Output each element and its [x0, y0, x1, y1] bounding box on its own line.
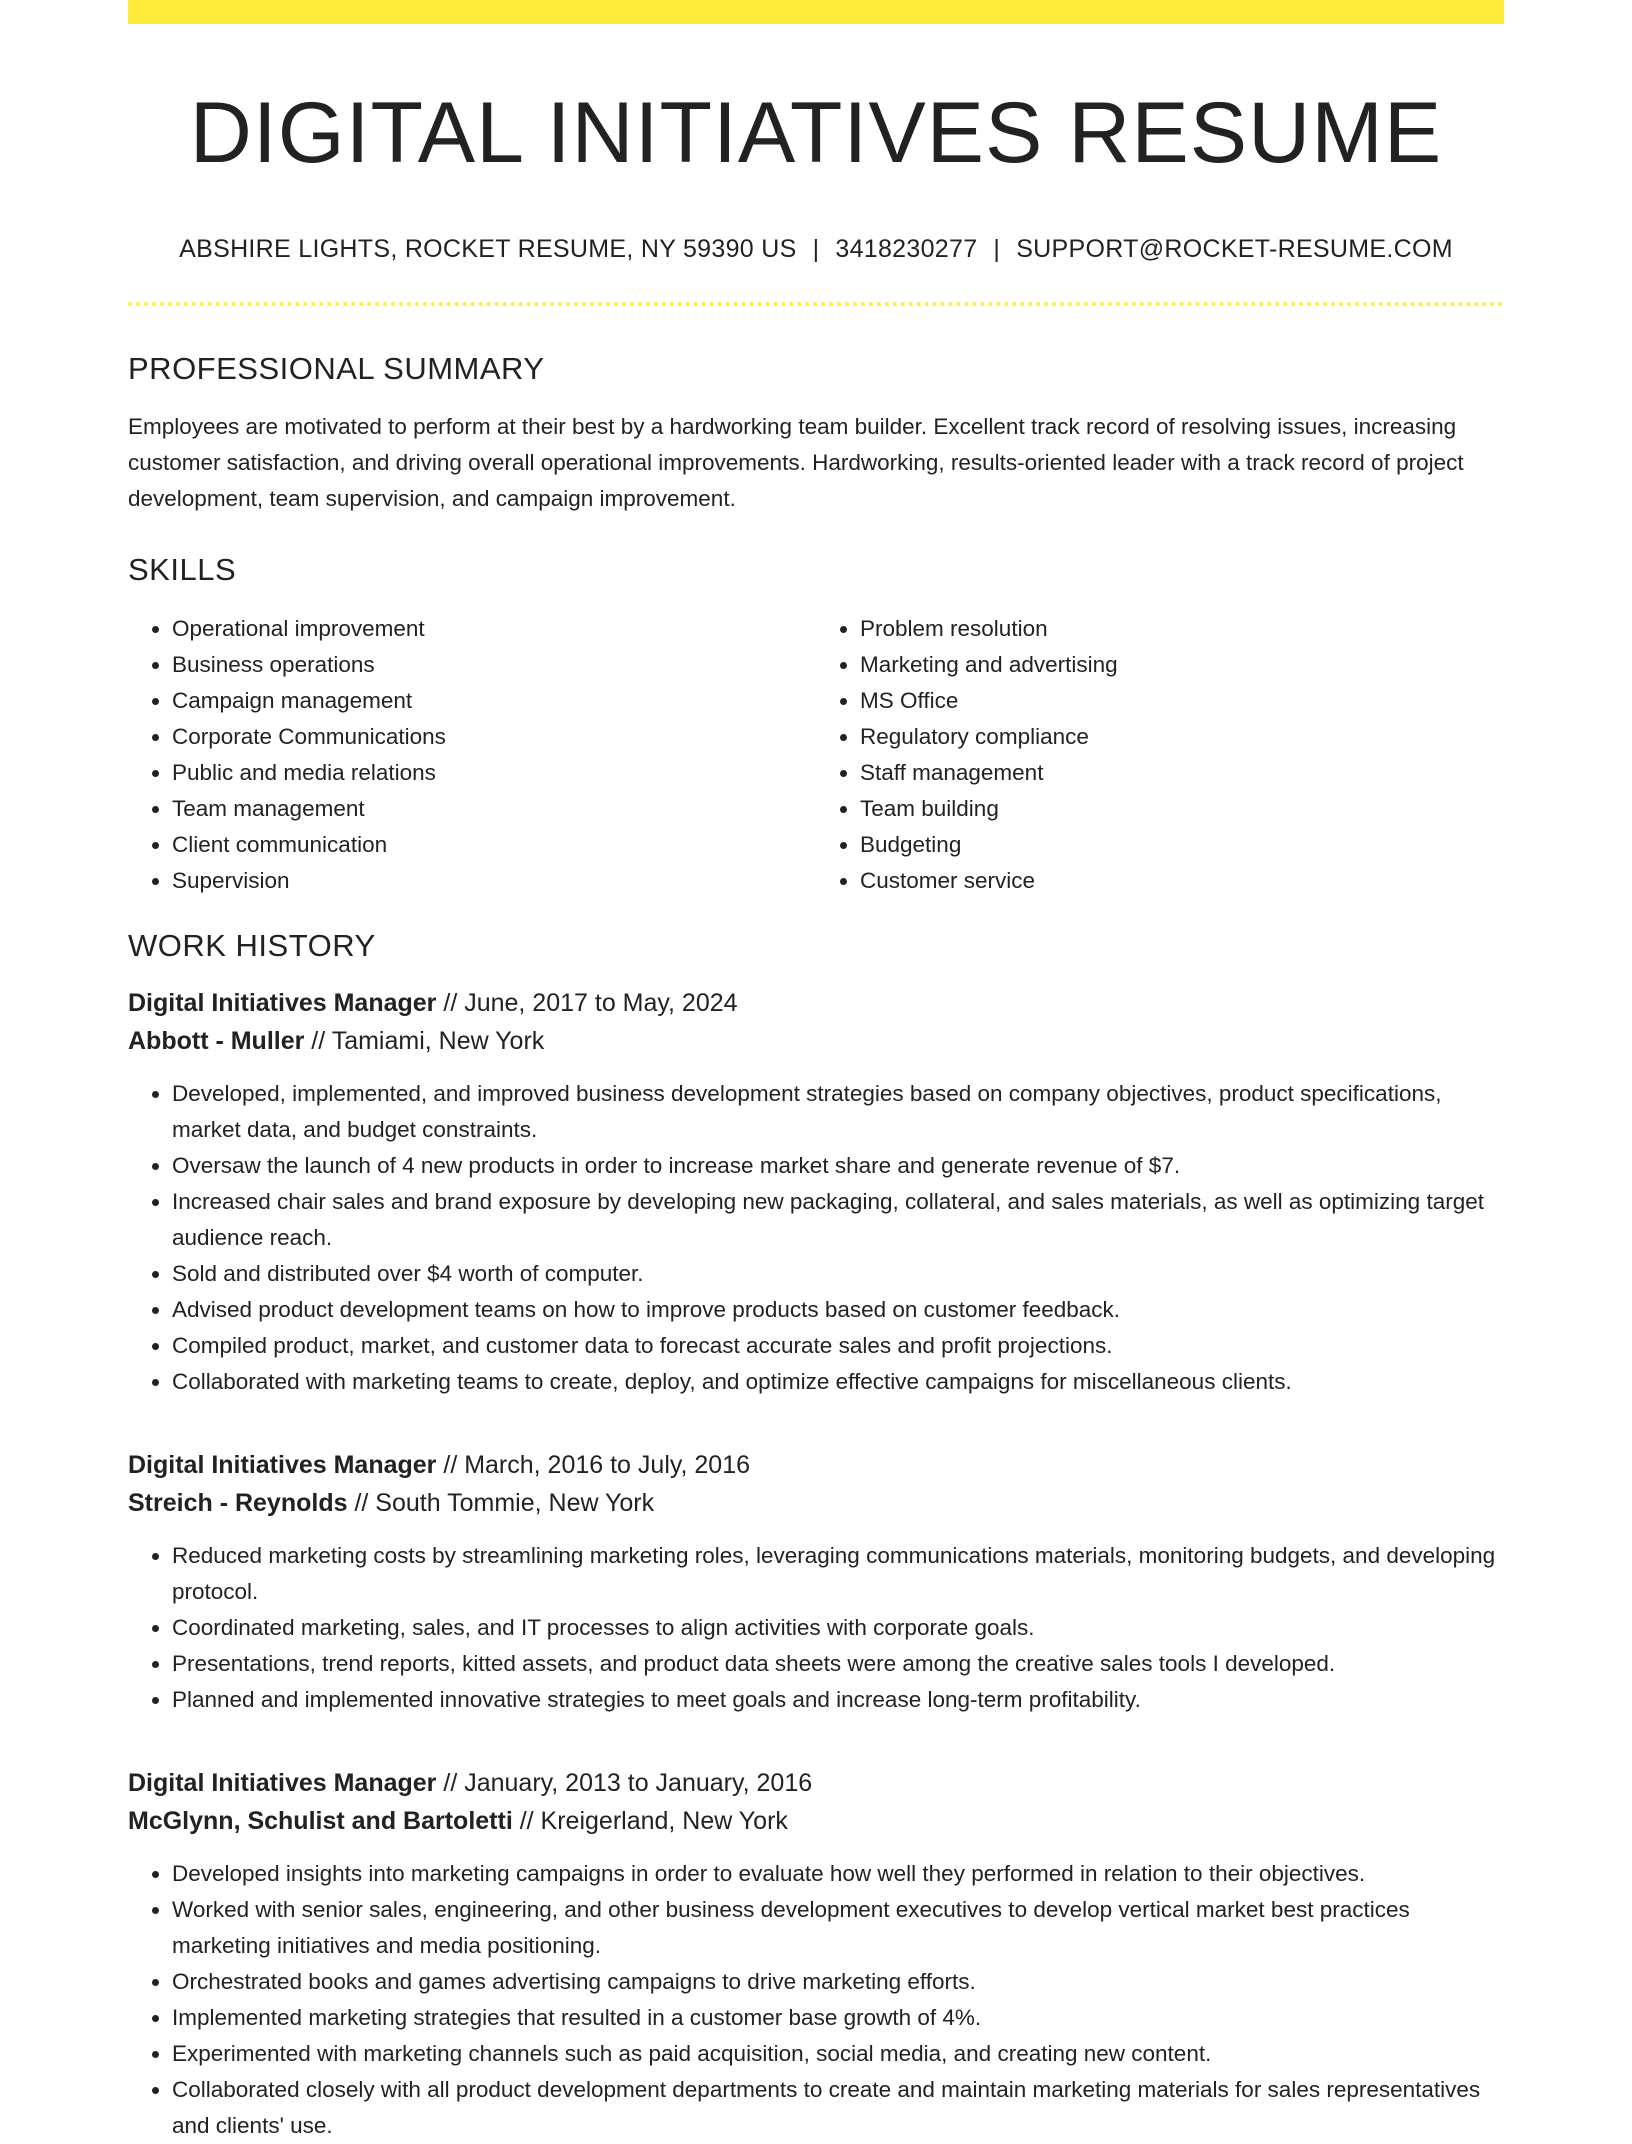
skill-item: • Customer service	[860, 863, 1504, 899]
summary-heading: PROFESSIONAL SUMMARY	[128, 351, 545, 387]
job-location: // South Tommie, New York	[347, 1488, 655, 1517]
summary-text: Employees are motivated to perform at their best by a hardworking team builder. Excellent track record of resolving issues, increasing customer satisfaction, and driving overall operational improvements. Hardworking, results-oriented leader with a track record of project development, team supervision, and campaign improvement.	[128, 414, 1464, 512]
skills-heading: SKILLS	[128, 552, 237, 588]
skill-item: • Marketing and advertising	[860, 647, 1504, 683]
job-dates: // January, 2013 to January, 2016	[436, 1768, 813, 1797]
job-bullet: • Planned and implemented innovative strategies to meet goals and increase long-term profitability.	[172, 1682, 1504, 1718]
skill-item: • Budgeting	[860, 827, 1504, 863]
skill-item: • Client communication	[172, 827, 816, 863]
resume-page	[128, 0, 1504, 2144]
skill-item: • MS Office	[860, 683, 1504, 719]
job-bullet: • Oversaw the launch of 4 new products in order to increase market share and generate revenue of $7.	[172, 1148, 1504, 1184]
job-location: // Kreigerland, New York	[512, 1806, 788, 1835]
job-bullet: • Orchestrated books and games advertising campaigns to drive marketing efforts.	[172, 1964, 1504, 2000]
contact-separator: |	[812, 235, 820, 264]
skills-column-right	[816, 611, 1504, 899]
work-history-heading: WORK HISTORY	[128, 927, 376, 963]
job-bullet: • Increased chair sales and brand exposure by developing new packaging, collateral, and sales materials, as well as optimizing target audience reach.	[172, 1184, 1504, 1256]
job-bullet: • Advised product development teams on how to improve products based on customer feedback.	[172, 1292, 1504, 1328]
dotted-divider	[128, 302, 1504, 306]
job-company: Streich - Reynolds	[128, 1488, 348, 1517]
skill-item: • Operational improvement	[172, 611, 816, 647]
job-entry	[128, 984, 1504, 1400]
skill-item: • Problem resolution	[860, 611, 1504, 647]
resume-title: DIGITAL INITIATIVES RESUME	[189, 85, 1443, 181]
skill-item: • Regulatory compliance	[860, 719, 1504, 755]
job-company: McGlynn, Schulist and Bartoletti	[128, 1806, 513, 1835]
job-bullet: • Developed, implemented, and improved business development strategies based on company objectives, product specifications, market data, and budget constraints.	[172, 1076, 1504, 1148]
job-bullet: • Developed insights into marketing campaigns in order to evaluate how well they performed in relation to their objectives.	[172, 1856, 1504, 1892]
job-entry	[128, 1446, 1504, 1718]
contact-email: SUPPORT@ROCKET-RESUME.COM	[1016, 235, 1453, 264]
job-bullet: • Collaborated with marketing teams to create, deploy, and optimize effective campaigns for miscellaneous clients.	[172, 1364, 1504, 1400]
job-bullet-list	[128, 1856, 1504, 2144]
job-bullet: • Worked with senior sales, engineering, and other business development executives to develop vertical market best practices marketing initiatives and media positioning.	[172, 1892, 1504, 1964]
job-bullet-list	[128, 1538, 1504, 1718]
job-bullet: • Presentations, trend reports, kitted assets, and product data sheets were among the creative sales tools I developed.	[172, 1646, 1504, 1682]
skills-column-left	[128, 611, 816, 899]
skill-item: • Business operations	[172, 647, 816, 683]
job-bullet: • Experimented with marketing channels such as paid acquisition, social media, and creating new content.	[172, 2036, 1504, 2072]
job-title-line	[128, 1764, 1504, 1802]
job-title: Digital Initiatives Manager	[128, 1450, 437, 1479]
job-title: Digital Initiatives Manager	[128, 988, 437, 1017]
job-company-line	[128, 1802, 1504, 1840]
skill-item: • Supervision	[172, 863, 816, 899]
skill-item: • Team management	[172, 791, 816, 827]
job-dates: // March, 2016 to July, 2016	[436, 1450, 751, 1479]
job-bullet: • Reduced marketing costs by streamlining marketing roles, leveraging communications materials, monitoring budgets, and developing protocol.	[172, 1538, 1504, 1610]
skill-item: • Public and media relations	[172, 755, 816, 791]
job-location: // Tamiami, New York	[304, 1026, 545, 1055]
skills-list	[128, 611, 1504, 899]
job-company: Abbott - Muller	[128, 1026, 305, 1055]
accent-top-bar	[128, 0, 1504, 24]
job-bullet: • Coordinated marketing, sales, and IT processes to align activities with corporate goals.	[172, 1610, 1504, 1646]
job-entry	[128, 1764, 1504, 2144]
contact-line	[128, 235, 1504, 264]
skill-item: • Team building	[860, 791, 1504, 827]
contact-address: ABSHIRE LIGHTS, ROCKET RESUME, NY 59390 US	[179, 235, 797, 264]
skill-item: • Staff management	[860, 755, 1504, 791]
job-title: Digital Initiatives Manager	[128, 1768, 437, 1797]
job-dates: // June, 2017 to May, 2024	[436, 988, 738, 1017]
job-bullet: • Sold and distributed over $4 worth of computer.	[172, 1256, 1504, 1292]
job-bullet: • Implemented marketing strategies that resulted in a customer base growth of 4%.	[172, 2000, 1504, 2036]
job-company-line	[128, 1484, 1504, 1522]
job-bullet-list	[128, 1076, 1504, 1400]
job-title-line	[128, 984, 1504, 1022]
job-bullet: • Collaborated closely with all product development departments to create and maintain marketing materials for sales representatives and clients' use.	[172, 2072, 1504, 2144]
contact-separator: |	[993, 235, 1001, 264]
job-title-line	[128, 1446, 1504, 1484]
contact-phone: 3418230277	[835, 235, 978, 264]
job-company-line	[128, 1022, 1504, 1060]
job-bullet: • Compiled product, market, and customer data to forecast accurate sales and profit projections.	[172, 1328, 1504, 1364]
skill-item: • Corporate Communications	[172, 719, 816, 755]
skill-item: • Campaign management	[172, 683, 816, 719]
